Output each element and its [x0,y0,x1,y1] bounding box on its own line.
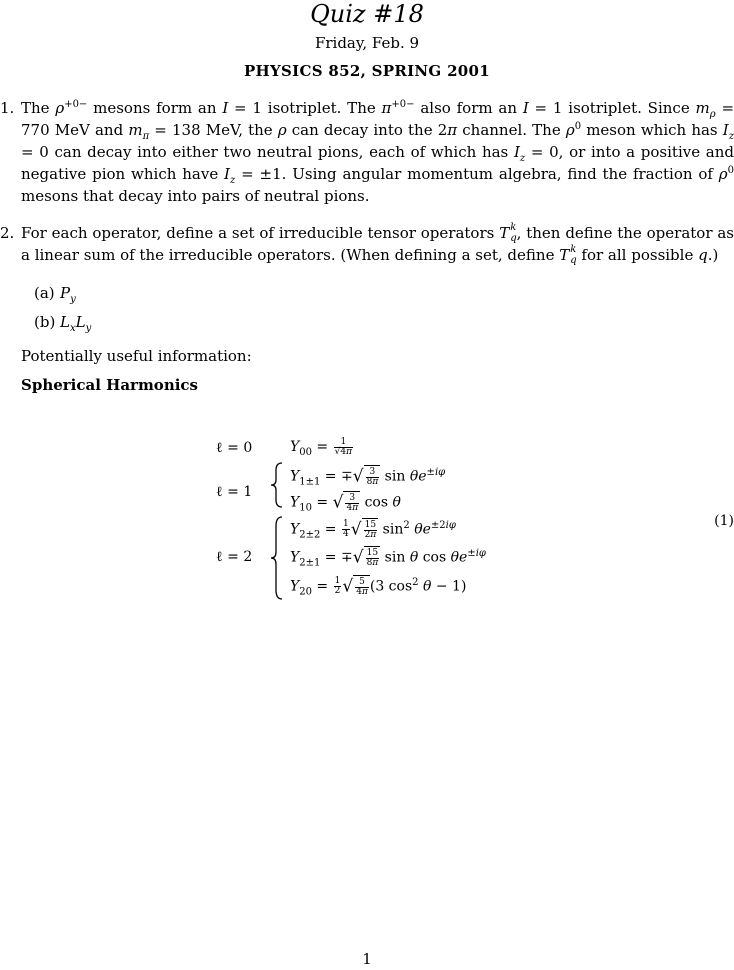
y20-formula: $Y_{20}$ = $\frac{1}{2}$ √ $\frac{5}{4\pi}$ (3 $\cos^2 \theta - 1$) [290,576,467,598]
problem-1-text: The $\rho^{+0-}$ mesons form an I = 1 isotriplet. The $\pi^{+0-}$ also form an I = 1 isotriplet. Since $m_\rho = 770$ MeV and $m_\pi = 138$ MeV, the ρ can decay into the 2π channel. The $\rho^0$ meson which has $I_z = 0$ can decay into either two neutral pions, each of which has $I_z = 0$, or into a positive and negative pion which have $I_z = \pm 1$. Using angular momentum algebra, find the fraction of $\rho^0$ mesons that decay into pairs of neutral pions. [21,99,734,205]
useful-info-text: Potentially useful information: [21,347,252,365]
quiz-title: Quiz #18 [310,0,424,28]
brace-l1 [270,462,284,508]
section-heading: Spherical Harmonics [21,376,198,394]
quiz-date: Friday, Feb. 9 [314,34,420,52]
y2pm1-formula: $Y_{2\pm 1}$ = ∓√ $\frac{15}{8\pi}$ sin θ $\cos \theta e^{\pm i\varphi}$ [290,547,486,569]
problem-2-text: For each operator, define a set of irreducible tensor operators T k q , then define the operator as a linear sum of the irreducible operators. (When defining a set, define T k q for all possible q.) [21,222,734,266]
y10-formula: $Y_{10}$ = √ $\frac{3}{4\pi}$ cos θ [290,492,401,514]
part-label: (b) [34,313,56,331]
y2pm2-formula: $Y_{2\pm 2}$ = $\frac{1}{4}$ √ $\frac{15}{2\pi}$ $\sin^2 \theta e^{\pm 2i\varphi}$ [290,519,456,541]
brace-l2 [270,516,284,600]
equation-number: (1) [714,513,734,529]
y1pm1-formula: $Y_{1\pm 1}$ = ∓√ $\frac{3}{8\pi}$ $\sin \theta e^{\pm i\varphi}$ [290,466,446,488]
part-expression: $L_xL_y$ [60,313,92,334]
problem-number: 2. [0,224,15,242]
course-name: PHYSICS 852, SPRING 2001 [243,62,491,80]
y00-formula: $Y_{00}$ = $\frac{1}{√4\pi}$ [290,436,353,458]
page-number: 1 [362,950,372,968]
part-expression: $P_y$ [60,284,76,305]
problem-number: 1. [0,99,15,117]
l-label: ℓ = 1 [216,484,253,500]
l-label: ℓ = 2 [216,549,253,565]
l-label: ℓ = 0 [216,440,253,456]
part-label: (a) [34,284,55,302]
